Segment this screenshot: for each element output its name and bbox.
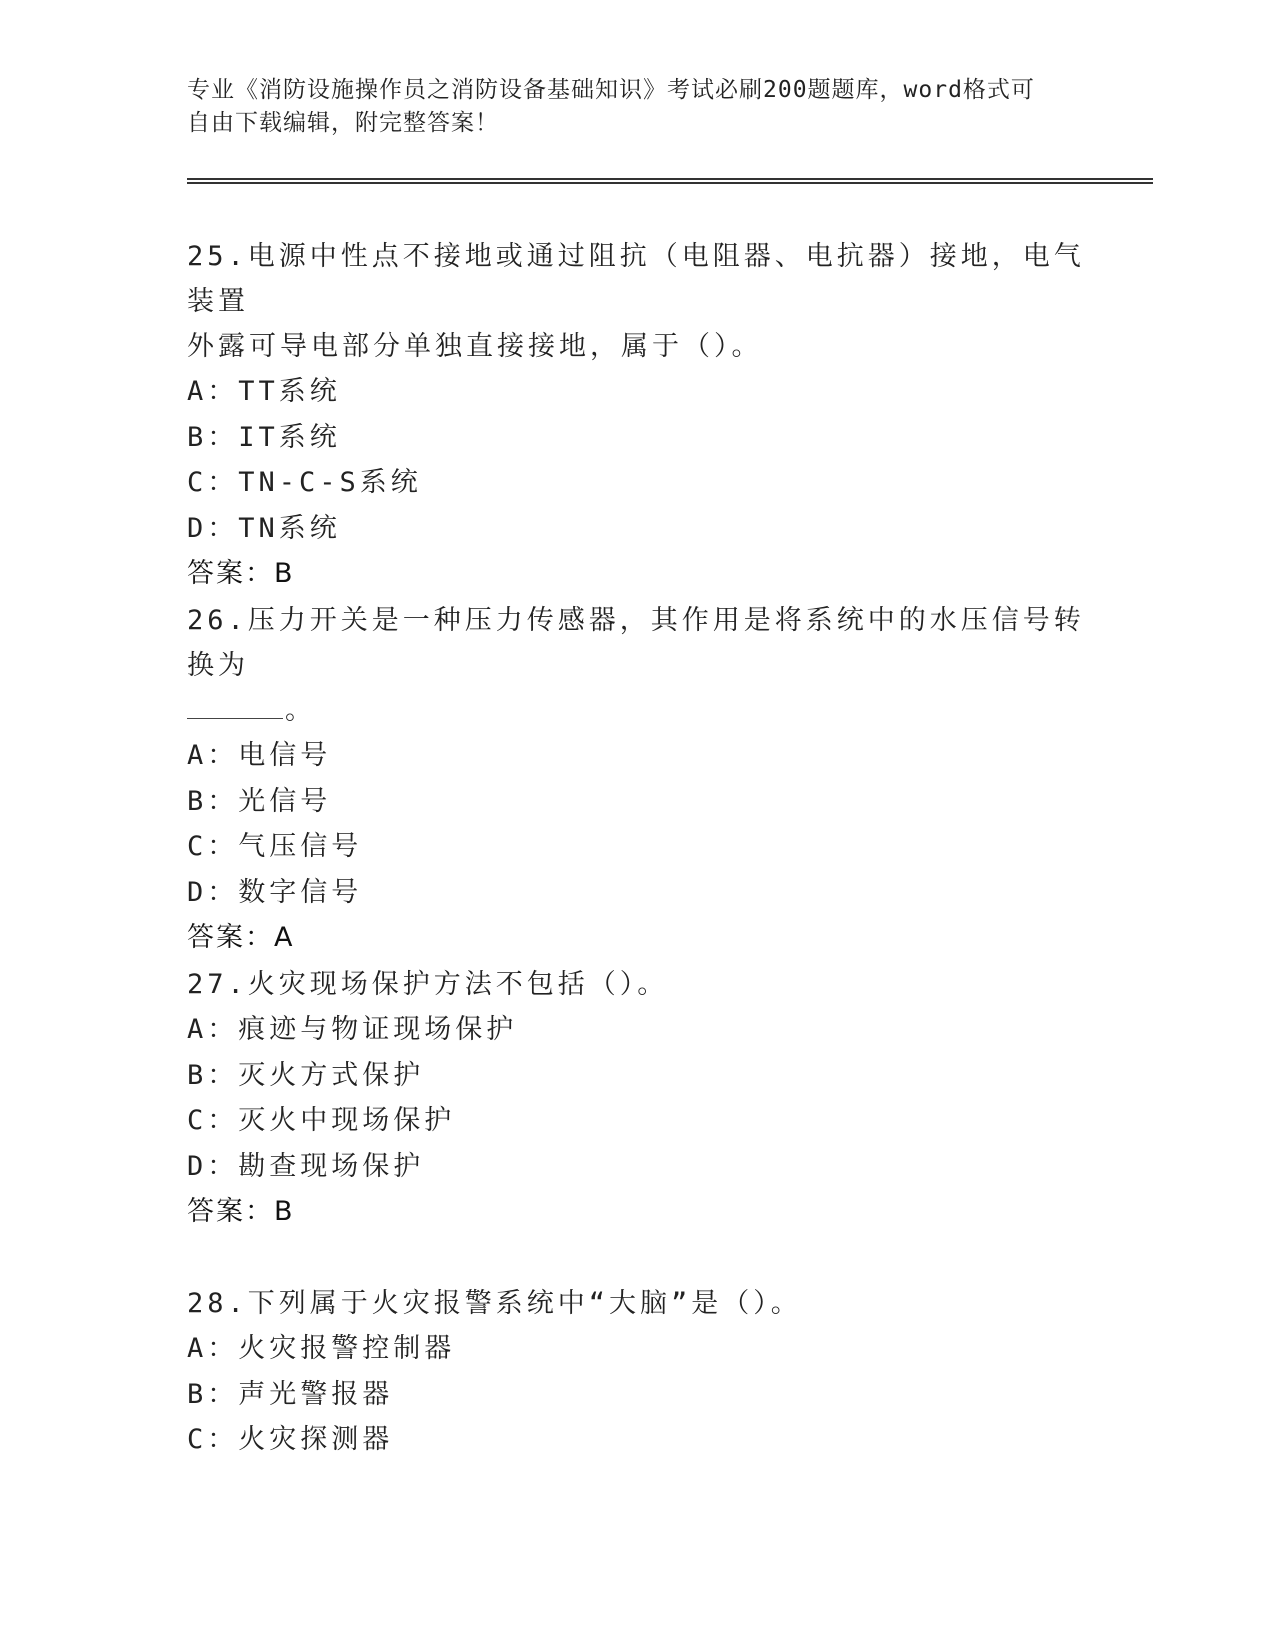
option-c: C：TN-C-S系统 xyxy=(187,467,422,498)
question-stem: 26.压力开关是一种压力传感器，其作用是将系统中的水压信号转换为 xyxy=(187,605,1085,681)
answer-label: 答案：B xyxy=(187,1196,295,1227)
question-stem: 外露可导电部分单独直接接地，属于（）。 xyxy=(187,331,763,362)
option-d: D：数字信号 xyxy=(187,876,363,908)
question-stem-blank-line xyxy=(187,688,1087,733)
option-b: B：声光警报器 xyxy=(187,1378,394,1410)
document-header xyxy=(187,74,1067,140)
option-d: D：TN系统 xyxy=(187,512,341,544)
question-26 xyxy=(187,598,1087,961)
question-25 xyxy=(187,234,1087,597)
option-c: C：气压信号 xyxy=(187,831,363,862)
question-28 xyxy=(187,1281,1087,1463)
question-stem: 25.电源中性点不接地或通过阻抗（电阻器、电抗器）接地，电气装置 xyxy=(187,241,1085,317)
option-b: B：灭火方式保护 xyxy=(187,1059,425,1091)
option-c: C：灭火中现场保护 xyxy=(187,1105,456,1136)
answer-label: 答案：B xyxy=(187,558,295,589)
option-b: B：IT系统 xyxy=(187,421,341,453)
header-line-1: 专业《消防设施操作员之消防设备基础知识》考试必刷200题题库，word格式可 xyxy=(187,77,1035,103)
blank-punctuation: 。 xyxy=(285,695,316,726)
option-a: A：火灾报警控制器 xyxy=(187,1333,456,1364)
option-a: A：痕迹与物证现场保护 xyxy=(187,1014,518,1045)
option-a: A：电信号 xyxy=(187,740,332,771)
answer-label: 答案：A xyxy=(187,922,295,953)
option-c: C：火灾探测器 xyxy=(187,1424,394,1455)
header-line-2: 自由下载编辑，附完整答案！ xyxy=(187,110,499,136)
option-a: A：TT系统 xyxy=(187,376,341,407)
question-stem: 27.火灾现场保护方法不包括（）。 xyxy=(187,969,669,1000)
question-stem: 28.下列属于火灾报警系统中“大脑”是（）。 xyxy=(187,1288,802,1319)
question-27 xyxy=(187,962,1087,1235)
option-b: B：光信号 xyxy=(187,785,332,817)
option-d: D：勘查现场保护 xyxy=(187,1150,425,1182)
header-divider xyxy=(187,178,1153,184)
fill-in-blank xyxy=(187,694,283,719)
